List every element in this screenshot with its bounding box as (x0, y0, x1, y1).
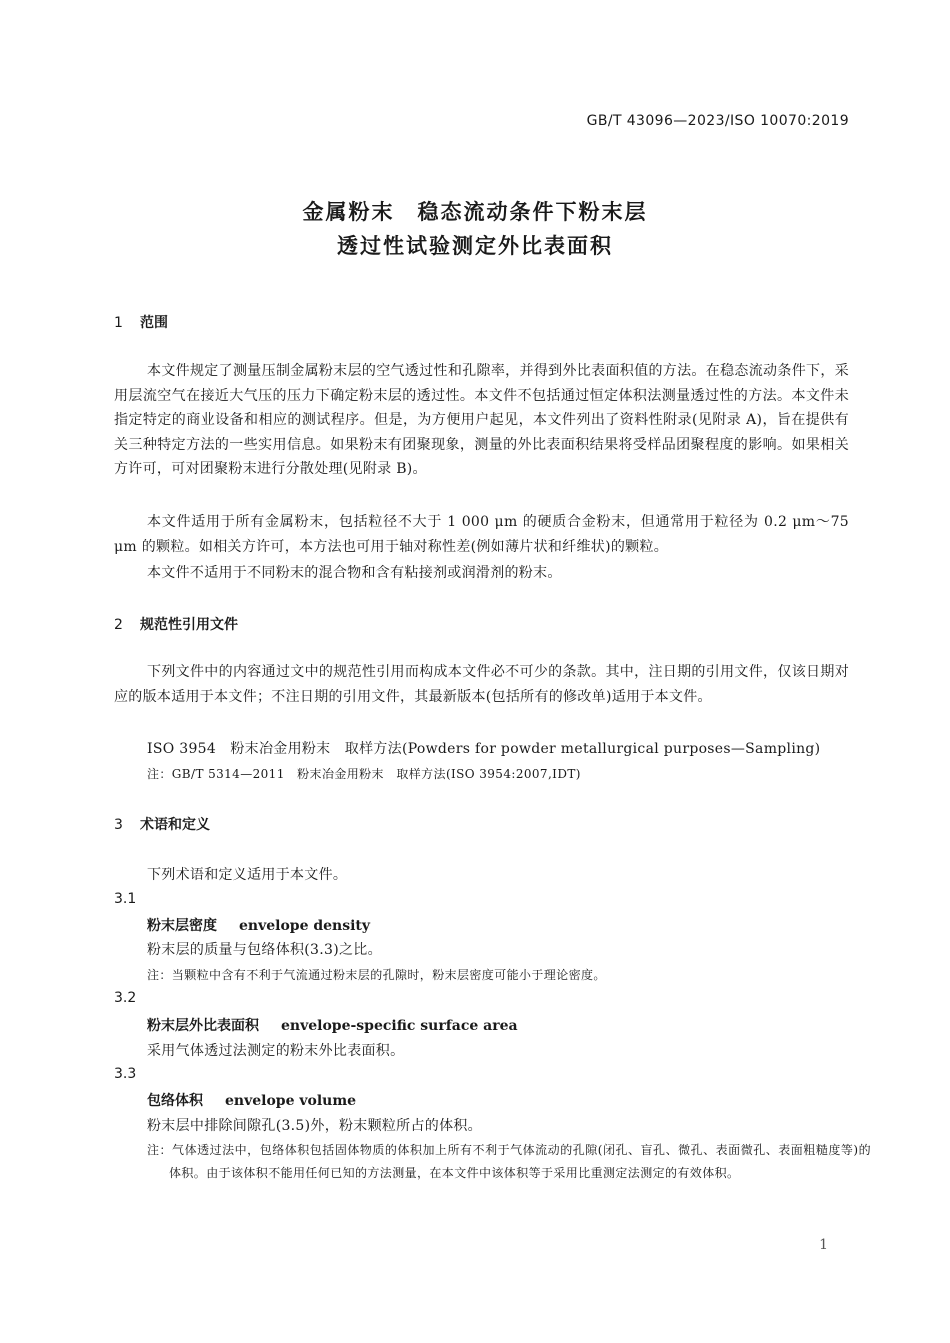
term-chinese: 包络体积 (147, 1093, 203, 1109)
document-title-line2: 透过性试验测定外比表面积 (337, 234, 613, 258)
term-english: envelope density (239, 918, 371, 934)
term-definition: 采用气体透过法测定的粉末外比表面积。 (147, 1043, 405, 1059)
scope-paragraph-2: 本文件适用于所有金属粉末，包括粒径不大于 1 000 μm 的硬质合金粉末，但通常用于粒径为 0.2 μm～75 μm 的颗粒。如相关方许可，本方法也可用于轴对称性差(例如薄片状和纤维状)的颗粒。 (114, 514, 849, 555)
term-note: 注：气体透过法中，包络体积包括固体物质的体积加上所有不利于气体流动的孔隙(闭孔、盲孔、微孔、表面微孔、表面粗糙度等)的体积。由于该体积不能用任何已知的方法测量，在本文件中该体积等于采用比重测定法测定的有效体积。 (147, 1143, 871, 1180)
standard-code: GB/T 43096—2023/ISO 10070:2019 (586, 113, 849, 129)
section-number: 3 (114, 817, 123, 833)
section-number: 2 (114, 617, 123, 633)
term-entry (147, 915, 370, 935)
section-heading-normative-references (114, 614, 238, 634)
section-heading-scope (114, 312, 168, 332)
term-chinese: 粉末层密度 (147, 918, 217, 934)
term-number: 3.2 (114, 990, 137, 1006)
references-paragraph: 下列文件中的内容通过文中的规范性引用而构成本文件必不可少的条款。其中，注日期的引用文件，仅该日期对应的版本适用于本文件；不注日期的引用文件，其最新版本(包括所有的修改单)适用于本文件。 (114, 664, 849, 705)
term-chinese: 粉末层外比表面积 (147, 1018, 259, 1034)
scope-paragraph-3: 本文件不适用于不同粉末的混合物和含有粘接剂或润滑剂的粉末。 (147, 565, 562, 581)
page-number: 1 (819, 1237, 828, 1253)
term-english: envelope-specific surface area (281, 1018, 518, 1034)
term-number: 3.3 (114, 1066, 137, 1082)
term-definition: 粉末层的质量与包络体积(3.3)之比。 (147, 942, 382, 958)
section-title: 规范性引用文件 (140, 617, 238, 633)
term-note: 注：当颗粒中含有不利于气流通过粉末层的孔隙时，粉末层密度可能小于理论密度。 (147, 968, 606, 982)
term-definition: 粉末层中排除间隙孔(3.5)外，粉末颗粒所占的体积。 (147, 1118, 482, 1134)
scope-paragraph-1: 本文件规定了测量压制金属粉末层的空气透过性和孔隙率，并得到外比表面积值的方法。在稳态流动条件下，采用层流空气在接近大气压的压力下确定粉末层的透过性。本文件不包括通过恒定体积法测量透过性的方法。本文件未指定特定的商业设备和相应的测试程序。但是，为方便用户起见，本文件列出了资料性附录(见附录 A)，旨在提供有关三种特定方法的一些实用信息。如果粉末有团聚现象，测量的外比表面积结果将受样品团聚程度的影响。如果相关方许可，可对团聚粉末进行分散处理(见附录 B)。 (114, 363, 849, 477)
section-title: 术语和定义 (140, 817, 210, 833)
term-english: envelope volume (225, 1093, 357, 1109)
section-title: 范围 (140, 315, 168, 331)
reference-note: 注：GB/T 5314—2011 粉末冶金用粉末 取样方法(ISO 3954:2007,IDT) (147, 767, 581, 781)
document-title-line1: 金属粉末 稳态流动条件下粉末层 (302, 200, 648, 224)
reference-entry: ISO 3954 粉末冶金用粉末 取样方法(Powders for powder metallurgical purposes—Sampling) (147, 741, 821, 757)
term-entry (147, 1015, 518, 1035)
term-number: 3.1 (114, 891, 137, 907)
term-entry (147, 1090, 356, 1110)
terms-intro: 下列术语和定义适用于本文件。 (147, 867, 348, 883)
section-heading-terms (114, 814, 210, 834)
section-number: 1 (114, 315, 123, 331)
